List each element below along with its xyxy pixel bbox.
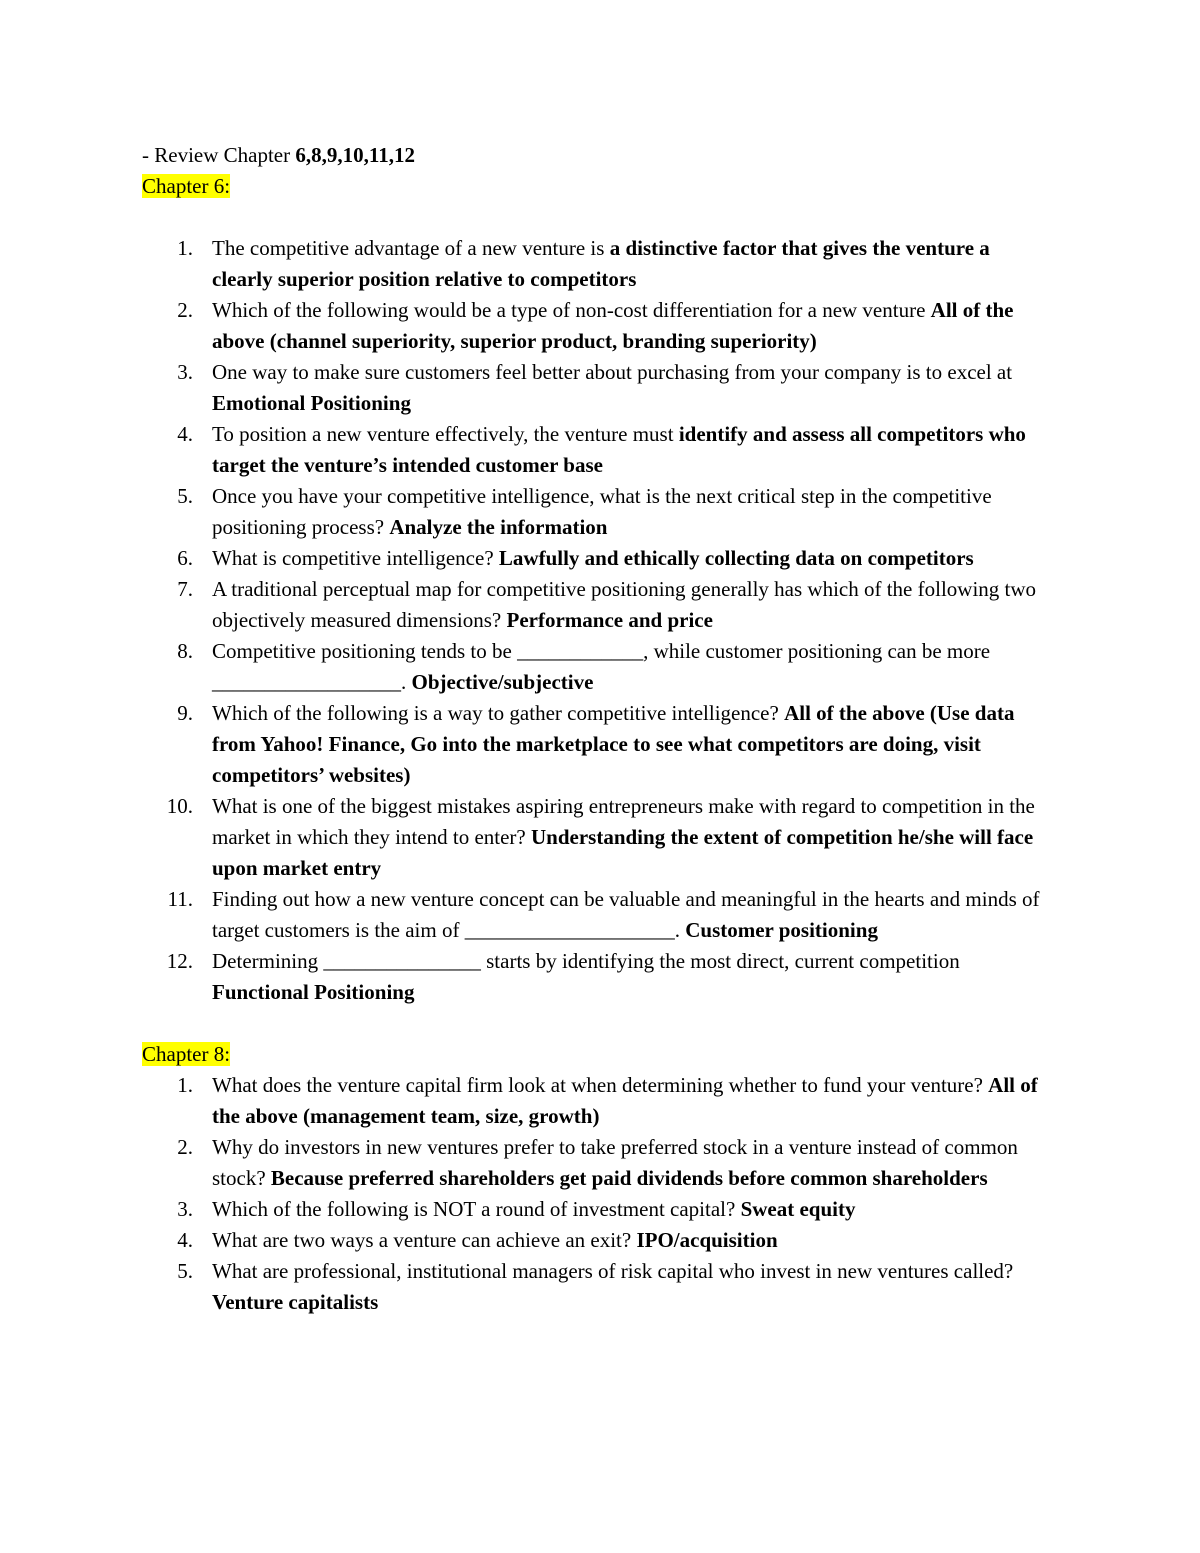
item-number: 3. xyxy=(177,360,193,384)
review-chapter-list: 6,8,9,10,11,12 xyxy=(295,143,415,167)
item-answer: Understanding the extent of competition he/she will face upon market entry xyxy=(212,825,1034,880)
item-number: 5. xyxy=(177,1259,193,1283)
list-item xyxy=(142,1225,1054,1256)
chapter-8-question-list xyxy=(142,1070,1054,1318)
item-answer: Because preferred shareholders get paid dividends before common shareholders xyxy=(270,1166,988,1190)
list-item xyxy=(142,636,1054,698)
item-answer: Sweat equity xyxy=(740,1197,856,1221)
item-answer: All of the above (Use data from Yahoo! Finance, Go into the marketplace to see what competitors are doing, visit competitors’ websites) xyxy=(212,701,1015,787)
spacer xyxy=(142,1008,1054,1039)
list-item xyxy=(142,1070,1054,1132)
item-question: A traditional perceptual map for competitive positioning generally has which of the following two objectively measured dimensions? xyxy=(212,577,1037,632)
item-number: 10. xyxy=(166,794,193,818)
item-number: 4. xyxy=(177,422,193,446)
chapter-6-heading-text: Chapter 6: xyxy=(142,174,231,198)
list-item xyxy=(142,1194,1054,1225)
item-number: 9. xyxy=(177,701,193,725)
chapter-8-heading-text: Chapter 8: xyxy=(142,1042,231,1066)
list-item xyxy=(142,481,1054,543)
item-question: What does the venture capital firm look at when determining whether to fund your venture? xyxy=(212,1073,989,1097)
document-page xyxy=(142,140,1054,1318)
item-number: 2. xyxy=(177,298,193,322)
spacer xyxy=(142,202,1054,233)
item-answer: Emotional Positioning xyxy=(212,391,411,415)
item-question: Which of the following is a way to gather competitive intelligence? xyxy=(212,701,785,725)
item-question: What is one of the biggest mistakes aspiring entrepreneurs make with regard to competition in the market in which they intend to enter? xyxy=(212,794,1035,849)
list-item xyxy=(142,791,1054,884)
item-question: Which of the following is NOT a round of investment capital? xyxy=(212,1197,741,1221)
item-number: 12. xyxy=(166,949,193,973)
item-number: 7. xyxy=(177,577,193,601)
item-question: Which of the following would be a type of non-cost differentiation for a new venture xyxy=(212,298,931,322)
item-question: What are professional, institutional managers of risk capital who invest in new ventures called? xyxy=(212,1259,1014,1283)
chapter-6-question-list xyxy=(142,233,1054,1008)
item-answer: All of the above (management team, size, growth) xyxy=(212,1073,1038,1128)
item-answer: a distinctive factor that gives the venture a clearly superior position relative to competitors xyxy=(212,236,990,291)
item-question: Competitive positioning tends to be ____________, while customer positioning can be more __________________. xyxy=(212,639,991,694)
list-item xyxy=(142,884,1054,946)
item-number: 8. xyxy=(177,639,193,663)
item-question: To position a new venture effectively, the venture must xyxy=(212,422,679,446)
item-answer: Analyze the information xyxy=(389,515,608,539)
list-item xyxy=(142,419,1054,481)
item-question: Once you have your competitive intelligence, what is the next critical step in the competitive positioning process? xyxy=(212,484,992,539)
list-item xyxy=(142,698,1054,791)
item-number: 5. xyxy=(177,484,193,508)
list-item xyxy=(142,574,1054,636)
item-answer: Lawfully and ethically collecting data on competitors xyxy=(498,546,974,570)
item-answer: Performance and price xyxy=(506,608,713,632)
list-item xyxy=(142,357,1054,419)
review-intro-line xyxy=(142,140,1054,171)
item-number: 1. xyxy=(177,1073,193,1097)
item-number: 4. xyxy=(177,1228,193,1252)
list-item xyxy=(142,295,1054,357)
list-item xyxy=(142,946,1054,1008)
item-answer: Functional Positioning xyxy=(212,980,415,1004)
item-answer: Customer positioning xyxy=(685,918,878,942)
list-item xyxy=(142,1256,1054,1318)
chapter-8-heading xyxy=(142,1039,1054,1070)
list-item xyxy=(142,233,1054,295)
item-question: Determining _______________ starts by identifying the most direct, current competition xyxy=(212,949,960,973)
item-question: The competitive advantage of a new venture is xyxy=(212,236,610,260)
item-question: One way to make sure customers feel better about purchasing from your company is to excel at xyxy=(212,360,1013,384)
item-answer: All of the above (channel superiority, superior product, branding superiority) xyxy=(212,298,1014,353)
item-question: Why do investors in new ventures prefer to take preferred stock in a venture instead of common stock? xyxy=(212,1135,1018,1190)
chapter-6-heading xyxy=(142,171,1054,202)
item-number: 6. xyxy=(177,546,193,570)
item-question: What is competitive intelligence? xyxy=(212,546,499,570)
review-intro-prefix: - Review Chapter xyxy=(142,143,296,167)
item-question: What are two ways a venture can achieve an exit? xyxy=(212,1228,637,1252)
item-answer: IPO/acquisition xyxy=(636,1228,778,1252)
item-number: 11. xyxy=(167,887,193,911)
item-number: 2. xyxy=(177,1135,193,1159)
item-answer: identify and assess all competitors who target the venture’s intended customer base xyxy=(212,422,1026,477)
list-item xyxy=(142,543,1054,574)
item-answer: Objective/subjective xyxy=(411,670,594,694)
list-item xyxy=(142,1132,1054,1194)
item-question: Finding out how a new venture concept can be valuable and meaningful in the hearts and minds of target customers is the aim of ____________________. xyxy=(212,887,1040,942)
item-answer: Venture capitalists xyxy=(212,1290,379,1314)
item-number: 1. xyxy=(177,236,193,260)
item-number: 3. xyxy=(177,1197,193,1221)
